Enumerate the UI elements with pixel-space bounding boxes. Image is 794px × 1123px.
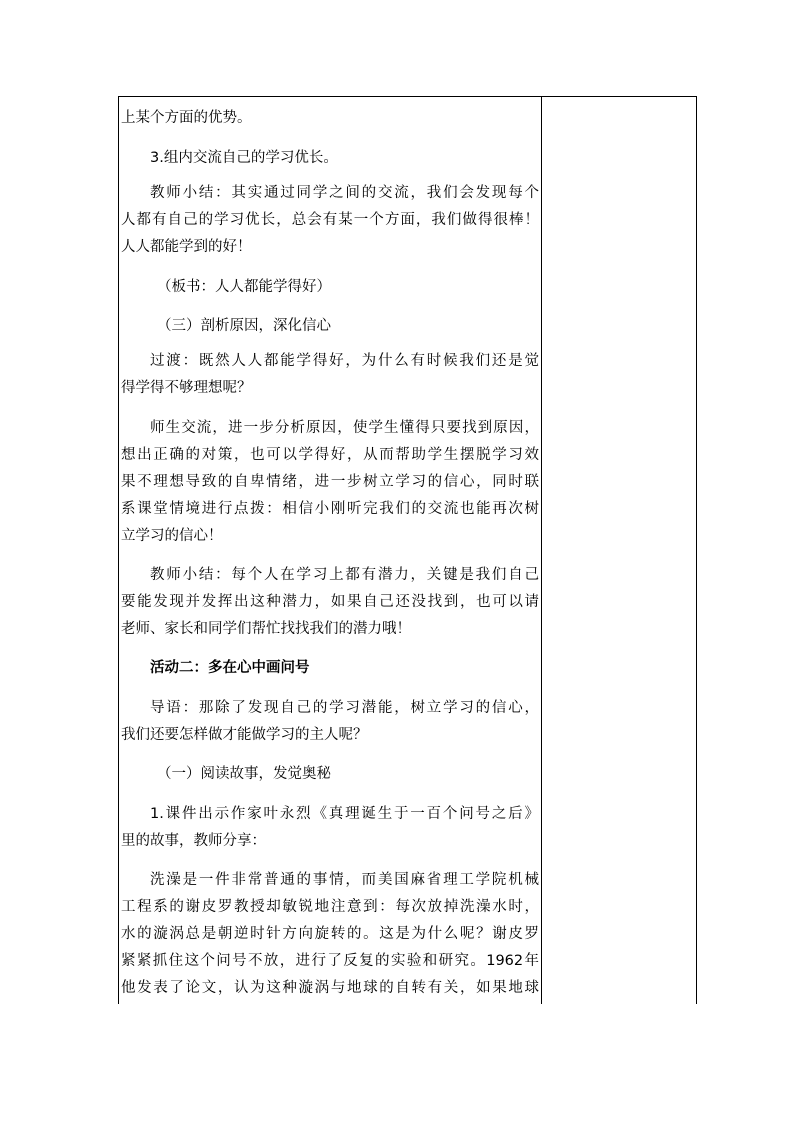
text-line: 得学得不够理想呢？ — [121, 380, 252, 396]
text-line: 想出正确的对策，也可以学得好，从而帮助学生摆脱学习效 — [121, 447, 539, 463]
text-line: 3.组内交流自己的学习优长。 — [150, 150, 338, 166]
text-line: 教师小结：其实通过同学之间的交流，我们会发现每个 — [150, 185, 539, 201]
text-line: （三）剖析原因，深化信心 — [157, 318, 331, 334]
text-line: 水的漩涡总是朝逆时针方向旋转的。这是为什么呢？谢皮罗 — [121, 926, 539, 942]
section-heading: 活动二：多在心中画问号 — [150, 660, 310, 676]
text-line: 里的故事，教师分享： — [121, 833, 266, 849]
text-line: 系课堂情境进行点拨：相信小刚听完我们的交流也能再次树 — [121, 501, 539, 517]
text-line: 导语：那除了发现自己的学习潜能，树立学习的信心， — [150, 700, 539, 716]
text-line: 过渡：既然人人都能学得好，为什么有时候我们还是觉 — [150, 353, 539, 369]
text-line: （板书：人人都能学得好） — [157, 279, 331, 295]
text-line: 人人都能学到的好！ — [121, 239, 252, 255]
text-line: 果不理想导致的自卑情绪，进一步树立学习的信心，同时联 — [121, 474, 539, 490]
text-line: 我们还要怎样做才能做学习的主人呢？ — [121, 727, 368, 743]
text-line: 1.课件出示作家叶永烈《真理诞生于一百个问号之后》 — [150, 806, 539, 822]
text-line: 师生交流，进一步分析原因，使学生懂得只要找到原因， — [150, 420, 539, 436]
text-line: （一）阅读故事，发觉奥秘 — [157, 766, 331, 782]
text-line: 人都有自己的学习优长，总会有某一个方面，我们做得很棒！ — [121, 212, 539, 228]
text-line: 他发表了论文，认为这种漩涡与地球的自转有关，如果地球 — [121, 980, 539, 996]
text-line: 紧紧抓住这个问号不放，进行了反复的实验和研究。1962年 — [121, 953, 539, 969]
notes-cell — [542, 97, 696, 1004]
text-line: 上某个方面的优势。 — [121, 110, 252, 126]
text-line: 立学习的信心！ — [121, 528, 223, 544]
text-line: 教师小结：每个人在学习上都有潜力，关键是我们自己 — [150, 567, 539, 583]
text-line: 老师、家长和同学们帮忙找找我们的潜力哦！ — [121, 621, 411, 637]
lesson-content-cell — [119, 97, 541, 1004]
lesson-plan-table — [118, 96, 697, 1004]
text-line: 工程系的谢皮罗教授却敏锐地注意到：每次放掉洗澡水时， — [121, 899, 539, 915]
text-line: 要能发现并发挥出这种潜力，如果自己还没找到，也可以请 — [121, 594, 539, 610]
text-line: 洗澡是一件非常普通的事情，而美国麻省理工学院机械 — [150, 872, 539, 888]
